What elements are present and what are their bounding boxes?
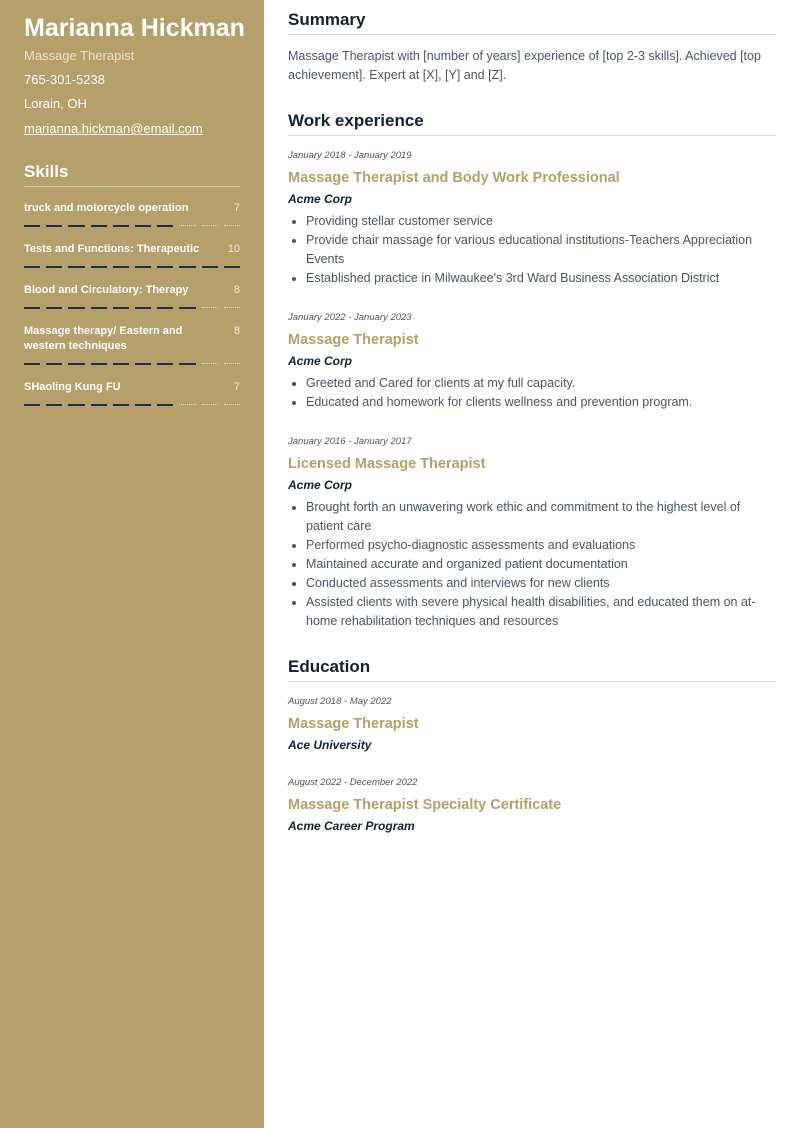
- skill-segment-filled: [179, 266, 195, 268]
- skill-segment-filled: [157, 307, 173, 309]
- candidate-role: Massage Therapist: [24, 48, 135, 63]
- job-bullet: • Providing stellar customer service: [306, 212, 776, 231]
- skill-level: 10: [227, 243, 240, 255]
- skill-segment-empty: [202, 225, 218, 226]
- skill-segment-filled: [46, 363, 62, 365]
- location: Lorain, OH: [24, 96, 87, 111]
- skill-segment-empty: [224, 225, 240, 226]
- skill-level-bar: [24, 363, 240, 365]
- school-name: Ace University: [288, 738, 372, 752]
- skill-segment-empty: [202, 307, 218, 308]
- skill-segment-filled: [157, 363, 173, 365]
- summary-section: [288, 10, 776, 85]
- skill-item: [24, 380, 240, 406]
- work-experience-heading: Work experience: [288, 111, 776, 136]
- education-section: [288, 657, 776, 834]
- work-experience-section: [288, 111, 776, 631]
- skill-segment-filled: [91, 266, 107, 268]
- job-bullets: [288, 498, 776, 631]
- job-bullet: • Established practice in Milwaukee's 3rd Ward Business Association District: [306, 269, 776, 288]
- skill-level: 7: [233, 202, 240, 214]
- skill-segment-filled: [135, 266, 151, 268]
- skill-segment-filled: [157, 266, 173, 268]
- skill-segment-filled: [113, 404, 129, 406]
- entry-date: August 2022 - December 2022: [288, 777, 418, 788]
- skill-segment-filled: [157, 404, 173, 406]
- skill-segment-filled: [68, 225, 84, 227]
- skill-segment-empty: [224, 307, 240, 308]
- skill-segment-filled: [24, 363, 40, 365]
- skill-segment-empty: [179, 404, 195, 405]
- skill-segment-filled: [179, 307, 195, 309]
- job-bullet: • Conducted assessments and interviews for new clients: [306, 574, 776, 593]
- skill-level-bar: [24, 404, 240, 406]
- skill-segment-empty: [224, 363, 240, 364]
- phone-number: 765-301-5238: [24, 72, 105, 87]
- job-title: Massage Therapist: [288, 332, 419, 348]
- skill-segment-filled: [135, 225, 151, 227]
- skill-segment-filled: [24, 307, 40, 309]
- job-bullet: • Maintained accurate and organized patient documentation: [306, 555, 776, 574]
- job-bullet: • Brought forth an unwavering work ethic and commitment to the highest level of patient care: [306, 498, 776, 536]
- skill-segment-filled: [113, 225, 129, 227]
- job-bullet: • Performed psycho-diagnostic assessments and evaluations: [306, 536, 776, 555]
- work-entry: [288, 150, 776, 288]
- education-entry: [288, 777, 776, 834]
- skill-segment-filled: [24, 266, 40, 268]
- skill-segment-filled: [202, 266, 218, 268]
- skill-segment-filled: [113, 307, 129, 309]
- skill-name: Massage therapy/ Eastern and western techniques: [24, 325, 183, 352]
- skill-segment-filled: [113, 266, 129, 268]
- summary-heading: Summary: [288, 10, 776, 35]
- entry-date: January 2022 - January 2023: [288, 312, 412, 323]
- degree-title: Massage Therapist Specialty Certificate: [288, 797, 562, 813]
- skill-segment-filled: [68, 266, 84, 268]
- skill-item: [24, 201, 240, 227]
- work-entry: [288, 312, 776, 412]
- company-name: Acme Corp: [288, 354, 353, 368]
- company-name: Acme Corp: [288, 192, 353, 206]
- skill-level: 8: [233, 325, 240, 337]
- entry-date: August 2018 - May 2022: [288, 696, 392, 707]
- job-title: Licensed Massage Therapist: [288, 456, 486, 472]
- skill-name: truck and motorcycle operation: [24, 202, 189, 214]
- entry-date: January 2018 - January 2019: [288, 150, 412, 161]
- skill-segment-filled: [91, 307, 107, 309]
- job-bullet: • Educated and homework for clients wellness and prevention program.: [306, 393, 776, 412]
- skill-segment-filled: [224, 266, 240, 268]
- skill-segment-filled: [68, 363, 84, 365]
- skill-segment-filled: [135, 363, 151, 365]
- skill-level-bar: [24, 266, 240, 268]
- school-name: Acme Career Program: [288, 819, 415, 833]
- degree-title: Massage Therapist: [288, 716, 419, 732]
- education-heading: Education: [288, 657, 776, 682]
- skill-segment-filled: [91, 225, 107, 227]
- skill-segment-filled: [68, 307, 84, 309]
- skill-segment-filled: [46, 225, 62, 227]
- skill-segment-filled: [91, 363, 107, 365]
- skill-segment-filled: [135, 307, 151, 309]
- skill-segment-filled: [135, 404, 151, 406]
- skill-segment-empty: [224, 404, 240, 405]
- skill-item: [24, 283, 240, 309]
- job-bullet: • Assisted clients with severe physical health disabilities, and educated them on at-home rehabilitation techniques and resources: [306, 593, 776, 631]
- skill-name: Tests and Functions: Therapeutic: [24, 243, 200, 255]
- skill-item: [24, 324, 240, 365]
- company-name: Acme Corp: [288, 478, 353, 492]
- education-entry: [288, 696, 776, 753]
- skill-segment-filled: [46, 404, 62, 406]
- skill-segment-empty: [202, 363, 218, 364]
- candidate-name: Marianna Hickman: [24, 14, 245, 42]
- skill-item: [24, 242, 240, 268]
- job-title: Massage Therapist and Body Work Professional: [288, 170, 620, 186]
- skill-segment-filled: [24, 404, 40, 406]
- skill-segment-filled: [24, 225, 40, 227]
- entry-date: January 2016 - January 2017: [288, 436, 412, 447]
- skill-segment-filled: [46, 266, 62, 268]
- skill-name: SHaoling Kung FU: [24, 381, 121, 393]
- job-bullets: [288, 212, 776, 288]
- skill-segment-filled: [91, 404, 107, 406]
- work-entry: [288, 436, 776, 631]
- job-bullets: [288, 374, 776, 412]
- email-link[interactable]: marianna.hickman@email.com: [24, 121, 203, 136]
- skill-level: 7: [233, 381, 240, 393]
- skill-segment-filled: [46, 307, 62, 309]
- skill-segment-filled: [113, 363, 129, 365]
- skill-segment-filled: [157, 225, 173, 227]
- job-bullet: • Provide chair massage for various educational institutions-Teachers Appreciation Events: [306, 231, 776, 269]
- sidebar: [0, 0, 264, 1128]
- skill-level: 8: [233, 284, 240, 296]
- skill-segment-filled: [179, 363, 195, 365]
- main-content: [264, 0, 800, 1128]
- skills-list: [24, 201, 240, 406]
- skill-level-bar: [24, 225, 240, 227]
- skill-segment-empty: [202, 404, 218, 405]
- skill-name: Blood and Circulatory: Therapy: [24, 284, 189, 296]
- skills-heading: Skills: [24, 162, 240, 187]
- summary-text: Massage Therapist with [number of years] experience of [top 2-3 skills]. Achieved [top achievement]. Expert at [X], [Y] and [Z].: [288, 49, 761, 82]
- skill-segment-empty: [179, 225, 195, 226]
- skill-segment-filled: [68, 404, 84, 406]
- job-bullet: • Greeted and Cared for clients at my full capacity.: [306, 374, 776, 393]
- skill-level-bar: [24, 307, 240, 309]
